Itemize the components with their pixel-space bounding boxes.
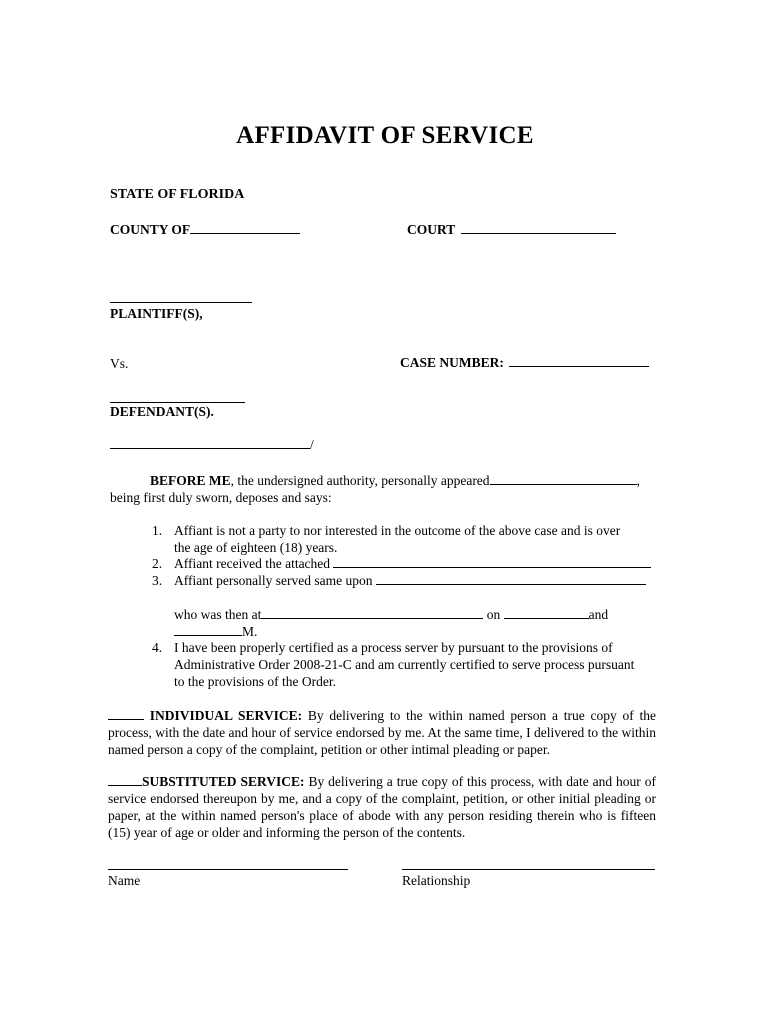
slash-mark: / <box>310 437 314 452</box>
name-signature-line[interactable] <box>108 869 348 870</box>
comma-mark: , <box>636 473 640 488</box>
relationship-signature-line[interactable] <box>402 869 655 870</box>
county-label: COUNTY OF <box>110 222 191 237</box>
court-label: COURT <box>407 222 456 237</box>
before-me-line <box>150 473 640 489</box>
time-line <box>174 624 257 640</box>
vs-label: Vs. <box>110 356 129 371</box>
individual-service-paragraph <box>108 707 656 758</box>
case-number-field <box>400 355 649 371</box>
meridiem-label: M. <box>242 624 258 639</box>
case-number-input-line[interactable] <box>509 365 649 367</box>
item-3-number: 3. <box>152 573 163 588</box>
location-line <box>174 607 608 623</box>
date-input-line[interactable] <box>504 617 589 619</box>
item-4-text: I have been properly certified as a process server by pursuant to the provisions of <box>174 640 613 655</box>
item-2-text: Affiant received the attached <box>174 556 331 571</box>
county-field <box>110 222 300 238</box>
item-4-number: 4. <box>152 640 163 655</box>
name-label: Name <box>108 873 141 888</box>
caption-input-line[interactable] <box>110 447 310 449</box>
attached-docs-input-line[interactable] <box>333 566 651 568</box>
defendant-input-line[interactable] <box>110 402 245 403</box>
state-label: STATE OF FLORIDA <box>110 187 245 202</box>
item-1-number: 1. <box>152 523 163 538</box>
document-title: AFFIDAVIT OF SERVICE <box>236 122 534 149</box>
time-input-line[interactable] <box>174 634 242 636</box>
substituted-service-heading: SUBSTITUTED SERVICE: <box>142 774 305 789</box>
item-3-text: Affiant personally served same upon <box>174 573 373 588</box>
county-input-line[interactable] <box>190 232 300 234</box>
location-input-line[interactable] <box>261 617 483 619</box>
item-4 <box>152 640 613 656</box>
relationship-label: Relationship <box>402 873 471 888</box>
on-label: on <box>486 607 501 622</box>
before-me-text: , the undersigned authority, personally appeared <box>230 473 490 488</box>
item-2 <box>152 556 651 572</box>
item-1-text: Affiant is not a party to nor interested in the outcome of the above case and is over <box>174 523 621 538</box>
and-label: and <box>588 607 609 622</box>
who-was-then-at-label: who was then at <box>174 607 262 622</box>
court-field <box>407 222 616 238</box>
item-4-line-3: to the provisions of the Order. <box>174 674 336 689</box>
item-1-continued: the age of eighteen (18) years. <box>174 540 338 555</box>
item-1 <box>152 523 620 539</box>
substituted-service-text: By delivering a true copy of this process, with date and hour of service endorsed thereupon by me, and a copy of the complaint, petition, or other initial pleading or paper, at the within named person's place of abode with any person residing therein who is fifteen (15) year of age or older and informing the person of the contents. <box>108 774 656 840</box>
affiant-name-input-line[interactable] <box>490 483 637 485</box>
item-4-line-2: Administrative Order 2008-21-C and am currently certified to serve process pursuant <box>174 657 635 672</box>
plaintiff-label: PLAINTIFF(S), <box>110 306 203 321</box>
court-input-line[interactable] <box>461 232 616 234</box>
defendant-label: DEFENDANT(S). <box>110 404 214 419</box>
individual-service-checkbox-line[interactable] <box>108 718 144 720</box>
item-3 <box>152 573 646 589</box>
individual-service-text: By delivering to the within named person a true copy of the process, with the date and hour of service endorsed by me. At the same time, I delivered to the within named person a copy of the complaint, petition or other intimal pleading or paper. <box>108 708 657 757</box>
substituted-service-checkbox-line[interactable] <box>108 784 142 786</box>
plaintiff-input-line[interactable] <box>110 302 252 303</box>
before-me-heading: BEFORE ME <box>150 473 231 488</box>
individual-service-heading: INDIVIDUAL SERVICE: <box>149 708 303 723</box>
caption-line <box>110 437 314 453</box>
served-person-input-line[interactable] <box>376 583 646 585</box>
substituted-service-paragraph <box>108 773 656 841</box>
item-2-number: 2. <box>152 556 163 571</box>
sworn-text: being first duly sworn, deposes and says: <box>110 490 332 505</box>
case-number-label: CASE NUMBER: <box>400 355 504 370</box>
